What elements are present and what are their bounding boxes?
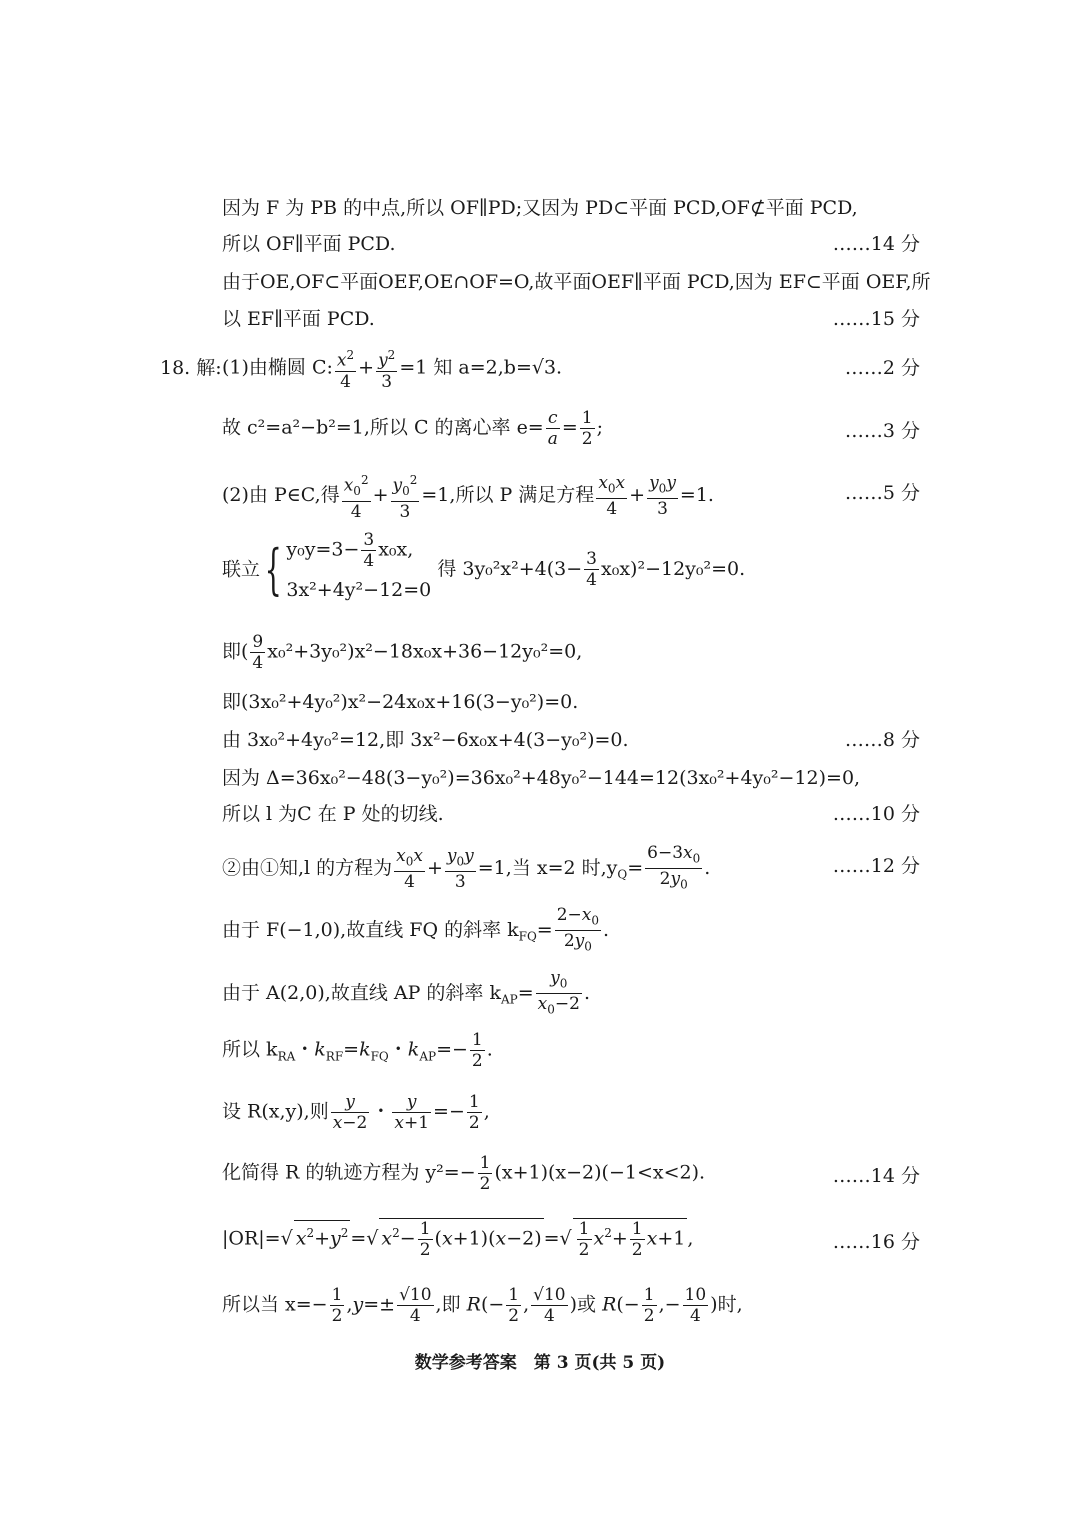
q18-ji-1: 即( $\frac{9}{4}$ x₀²+3y₀²)x²−18x₀x+36−12y₀²=0, [222, 632, 583, 673]
score-16: ……16 分 [832, 1231, 920, 1253]
page-footer: 数学参考答案 第 3 页(共 5 页) [414, 1353, 666, 1373]
q18-final: 所以当 x=− $\frac{1}{2}$ ,y=± $\frac{√10}{4}$ ,即 R(− $\frac{1}{2}$ , $\frac{√10}{4}$ )或 R(− $\frac{1}{2}$ ,− $\frac{10}{4}$ )时, [222, 1285, 743, 1326]
score-5: ……5 分 [844, 482, 920, 504]
q18-line-3: (2)由 P∈C,得 $\frac{x_0^2}{4}$ + $\frac{y_0^2}{3}$ =1,所以 P 满足方程 $\frac{x_0x}{4}$ + $\frac{y_0y}{3}$ =1. [222, 472, 714, 523]
text-line-2: 所以 OF∥平面 PCD. [222, 233, 396, 255]
text-line-1: 因为 F 为 PB 的中点,所以 OF∥PD;又因为 PD⊂平面 PCD,OF⊄平面 PCD, [222, 197, 858, 219]
q18-ap: 由于 A(2,0),故直线 AP 的斜率 $k_{AP}=$ $\frac{y_0}{x_0-2}$ . [222, 968, 590, 1020]
score-2: ……2 分 [844, 357, 920, 379]
q18-or: |OR|=√ $x^2+y^2$ =√ $x^2-$ $\frac{1}{2}$ (x+1)(x−2) =√ $\frac{1}{2}$ $x^2+$ $\frac{1}{2}$ x+1 , [222, 1219, 694, 1260]
q18-line-1: (1)由椭圆 C: $\frac{x^2}{4}$ + $\frac{y^2}{3}$ =1 知 a=2,b=√3. [222, 348, 563, 392]
text-line-3: 由于OE,OF⊂平面OEF,OE∩OF=O,故平面OEF∥平面 PCD,因为 EF⊂平面 OEF,所 [222, 271, 931, 293]
score-12: ……12 分 [832, 855, 920, 877]
q18-kprod: 所以 $k_{RA}$・$k_{RF}=k_{FQ}$・$k_{AP}=-$ $\frac{1}{2}$ . [222, 1030, 493, 1071]
q18-system: 联立{ y₀y=3− $\frac{3}{4}$ x₀x, 3x²+4y²−12=0 得 3y₀²x²+4(3− $\frac{3}{4}$ x₀x)²−12y₀²=0. [222, 530, 746, 601]
score-3: ……3 分 [844, 420, 920, 442]
score-10: ……10 分 [832, 803, 920, 825]
q18-you: 由 3x₀²+4y₀²=12,即 3x²−6x₀x+4(3−y₀²)=0. [222, 729, 629, 751]
q18-fq: 由于 F(−1,0),故直线 FQ 的斜率 $k_{FQ}=$ $\frac{2-x_0}{2y_0}$ . [222, 905, 609, 957]
score-8: ……8 分 [844, 729, 920, 751]
score-14b: ……14 分 [832, 1165, 920, 1187]
q18-delta: 因为 Δ=36x₀²−48(3−y₀²)=36x₀²+48y₀²−144=12(3x₀²+4y₀²−12)=0, [222, 767, 861, 789]
q18-traj: 化简得 R 的轨迹方程为 y²=− $\frac{1}{2}$ (x+1)(x−2)(−1<x<2). [222, 1153, 706, 1194]
score-14a: ……14 分 [832, 233, 920, 255]
q18-line-2: 故 c²=a²−b²=1,所以 C 的离心率 e= $\frac{c}{a}$ = $\frac{1}{2}$ ; [222, 408, 604, 449]
q18-ji-2: 即(3x₀²+4y₀²)x²−24x₀x+16(3−y₀²)=0. [222, 691, 579, 713]
q18-p2: ②由①知,l 的方程为 $\frac{x_0x}{4}$ + $\frac{y_0y}{3}$ =1,当 x=2 时$,y_Q=$ $\frac{6-3x_0}{2y_0}$ . [222, 843, 710, 895]
q18-setR: 设 R(x,y),则 $\frac{y}{x-2}$ ・ $\frac{y}{x+1}$ =− $\frac{1}{2}$ , [222, 1092, 490, 1133]
text-line-4: 以 EF∥平面 PCD. [222, 308, 375, 330]
question-number: 18. 解: [160, 357, 222, 379]
score-15: ……15 分 [832, 308, 920, 330]
q18-tangent: 所以 l 为C 在 P 处的切线. [222, 803, 444, 825]
